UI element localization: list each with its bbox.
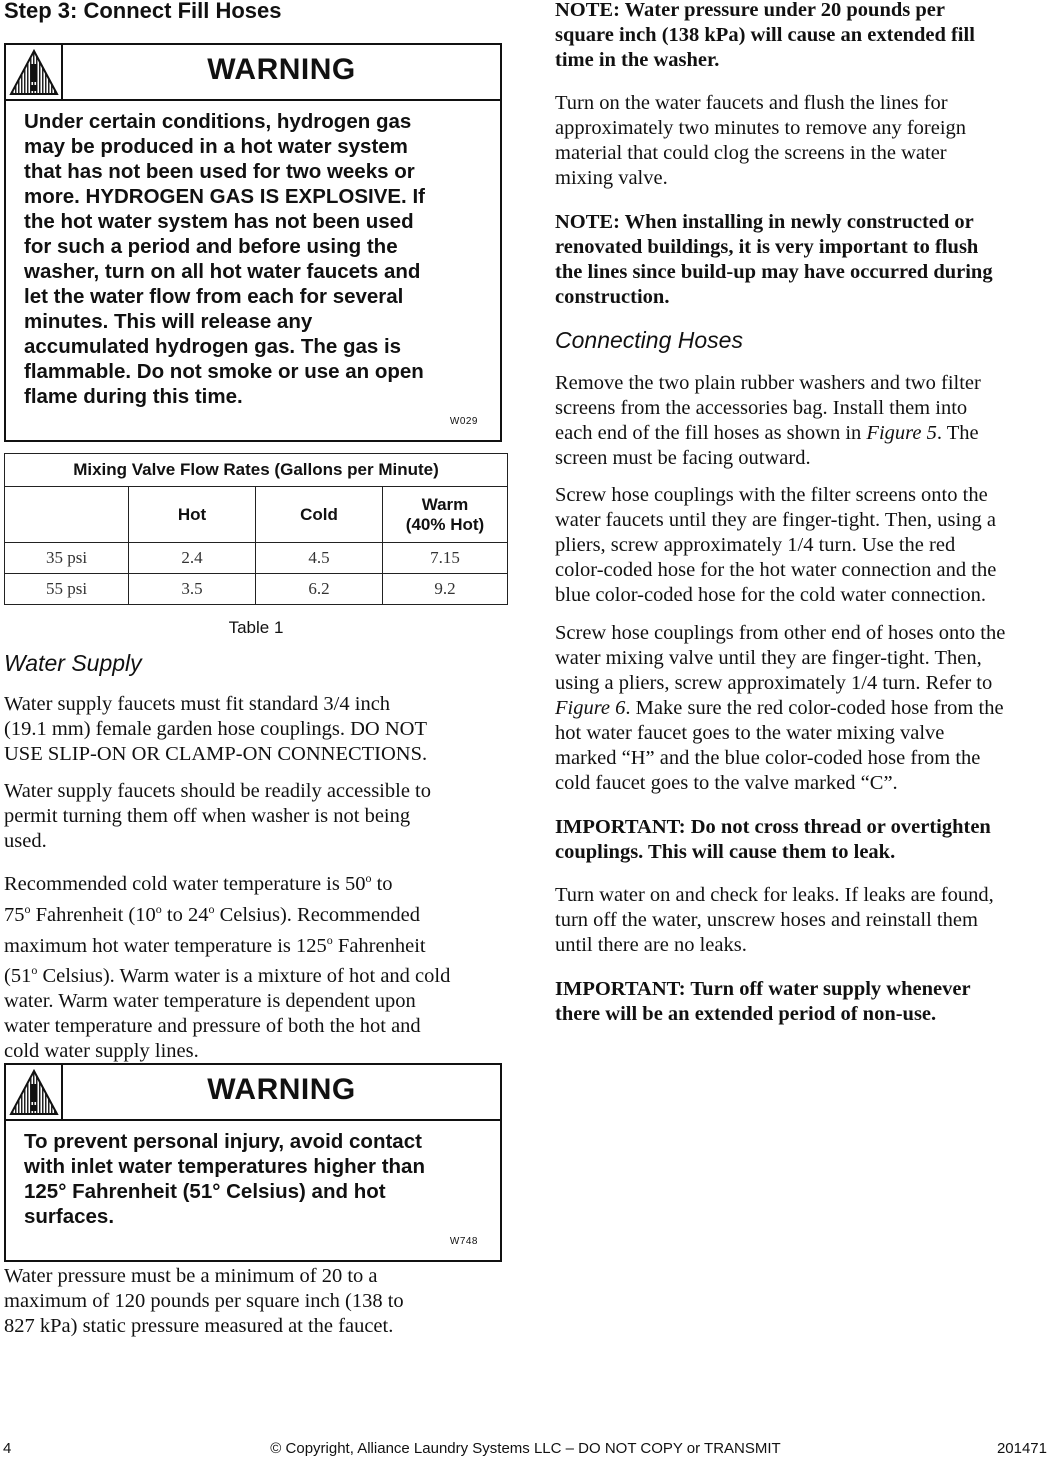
warning-triangle-icon — [6, 1065, 63, 1119]
table-row — [5, 543, 508, 574]
warning-line: 125° Fahrenheit (51° Celsius) and hot — [24, 1180, 386, 1203]
table-caption: Mixing Valve Flow Rates (Gallons per Minute) — [5, 454, 508, 487]
warning-line: the hot water system has not been used — [24, 210, 414, 233]
table-header-empty — [5, 487, 129, 543]
water-supply-paragraph-1: Water supply faucets must fit standard 3/4 inch (19.1 mm) female garden hose couplings. DO NOT USE SLIP-ON OR CLAMP-ON CONNECTIONS. — [4, 693, 428, 765]
warning-title: WARNING — [207, 53, 356, 86]
copyright-notice: © Copyright, Alliance Laundry Systems LLC – DO NOT COPY or TRANSMIT — [270, 1440, 781, 1457]
table-cell: 6.2 — [256, 574, 383, 605]
warning-code: W029 — [449, 416, 478, 427]
table-label: Table 1 — [228, 618, 284, 637]
warning-title: WARNING — [207, 1073, 356, 1106]
page-footer — [0, 1440, 1051, 1460]
table-header-cold: Cold — [256, 487, 383, 543]
warning-box-temperature — [4, 1063, 502, 1262]
warning-line: let the water flow from each for several — [24, 285, 404, 308]
table-cell: 35 psi — [5, 543, 129, 574]
note-new-buildings: NOTE: When installing in newly constructed or renovated buildings, it is very important to flush the lines since build-up may have occurred during construction. — [555, 211, 993, 308]
water-pressure-paragraph: Water pressure must be a minimum of 20 to a maximum of 120 pounds per square inch (138 to 827 kPa) static pressure measured at the faucet. — [4, 1265, 404, 1337]
warning-body — [6, 101, 500, 440]
warning-line: may be produced in a hot water system — [24, 135, 408, 158]
warning-line: that has not been used for two weeks or — [24, 160, 415, 183]
figure-5-reference: Figure 5 — [866, 422, 937, 444]
table-cell: 9.2 — [383, 574, 508, 605]
warning-line: flammable. Do not smoke or use an open — [24, 360, 424, 383]
warning-body — [6, 1121, 500, 1260]
check-leaks-paragraph: Turn water on and check for leaks. If leaks are found, turn off the water, unscrew hoses and reinstall them until there are no leaks. — [555, 884, 994, 956]
warning-line: washer, turn on all hot water faucets and — [24, 260, 421, 283]
screw-couplings-paragraph-2: Screw hose couplings from other end of hoses onto the water mixing valve until they are finger-tight. Then, using a pliers, screw approximately 1/4 turn. Refer to Figure 6. Make sure the red color-coded hose from the hot water faucet goes to the water mixing valve marked “H” and the blue color-coded hose from the cold faucet goes to the valve marked “C”. — [555, 622, 1006, 794]
warning-line: To prevent personal injury, avoid contact — [24, 1130, 422, 1153]
warning-line: for such a period and before using the — [24, 235, 398, 258]
warning-line: accumulated hydrogen gas. The gas is — [24, 335, 402, 358]
figure-6-reference: Figure 6 — [555, 697, 626, 719]
table-header-warm: Warm (40% Hot) — [383, 487, 508, 543]
water-supply-heading: Water Supply — [4, 650, 142, 676]
important-turn-off-supply: IMPORTANT: Turn off water supply whenever there will be an extended period of non-use. — [555, 978, 971, 1025]
screw-couplings-paragraph-1: Screw hose couplings with the filter screens onto the water faucets until they are finger-tight. Then, using a pliers, screw approximately 1/4 turn. Use the red color-coded hose for the hot water connection and the blue color-coded hose for the cold water connection. — [555, 484, 997, 606]
warning-line: with inlet water temperatures higher than — [24, 1155, 425, 1178]
table-cell: 7.15 — [383, 543, 508, 574]
table-cell: 55 psi — [5, 574, 129, 605]
document-code: 201471 — [996, 1440, 1047, 1457]
flow-rate-table — [4, 453, 508, 605]
water-supply-paragraph-2: Water supply faucets should be readily accessible to permit turning them off when washer is not being used. — [4, 780, 431, 852]
warning-line: Under certain conditions, hydrogen gas — [24, 110, 412, 133]
page-number: 4 — [3, 1440, 12, 1457]
table-cell: 2.4 — [129, 543, 256, 574]
warning-header — [6, 1065, 500, 1121]
flush-lines-paragraph: Turn on the water faucets and flush the lines for approximately two minutes to remove any foreign material that could clog the screens in the water mixing valve. — [555, 92, 967, 189]
warning-line: minutes. This will release any — [24, 310, 313, 333]
warning-box-hydrogen — [4, 43, 502, 442]
important-cross-thread: IMPORTANT: Do not cross thread or overtighten couplings. This will cause them to leak. — [555, 816, 991, 863]
step-title: Step 3: Connect Fill Hoses — [4, 0, 282, 23]
note-water-pressure: NOTE: Water pressure under 20 pounds per square inch (138 kPa) will cause an extended fill time in the washer. — [555, 0, 975, 71]
table-row — [5, 574, 508, 605]
warning-line: flame during this time. — [24, 385, 243, 408]
connecting-hoses-heading: Connecting Hoses — [555, 327, 743, 353]
warning-code: W748 — [449, 1236, 478, 1247]
table-cell: 3.5 — [129, 574, 256, 605]
warning-line: surfaces. — [24, 1205, 115, 1228]
warning-header — [6, 45, 500, 101]
warning-line: more. HYDROGEN GAS IS EXPLOSIVE. If — [24, 185, 425, 208]
warning-triangle-icon — [6, 45, 63, 99]
water-temperature-paragraph: Recommended cold water temperature is 50$^o$ to 75$^o$ Fahrenheit (10$^o$ to 24$^o$ Celsius). Recommended maximum hot water temperature is 125$^o$ Fahrenheit (51$^o$ Celsius). Warm water is a mixture of hot and cold water. Warm water temperature is dependent upon water temperature and pressure of both the hot and cold water supply lines. — [4, 871, 451, 1063]
remove-washers-paragraph: Remove the two plain rubber washers and two filter screens from the accessories bag. Install them into each end of the fill hoses as shown in Figure 5. The screen must be facing outward. — [555, 372, 981, 469]
table-cell: 4.5 — [256, 543, 383, 574]
table-header-hot: Hot — [129, 487, 256, 543]
